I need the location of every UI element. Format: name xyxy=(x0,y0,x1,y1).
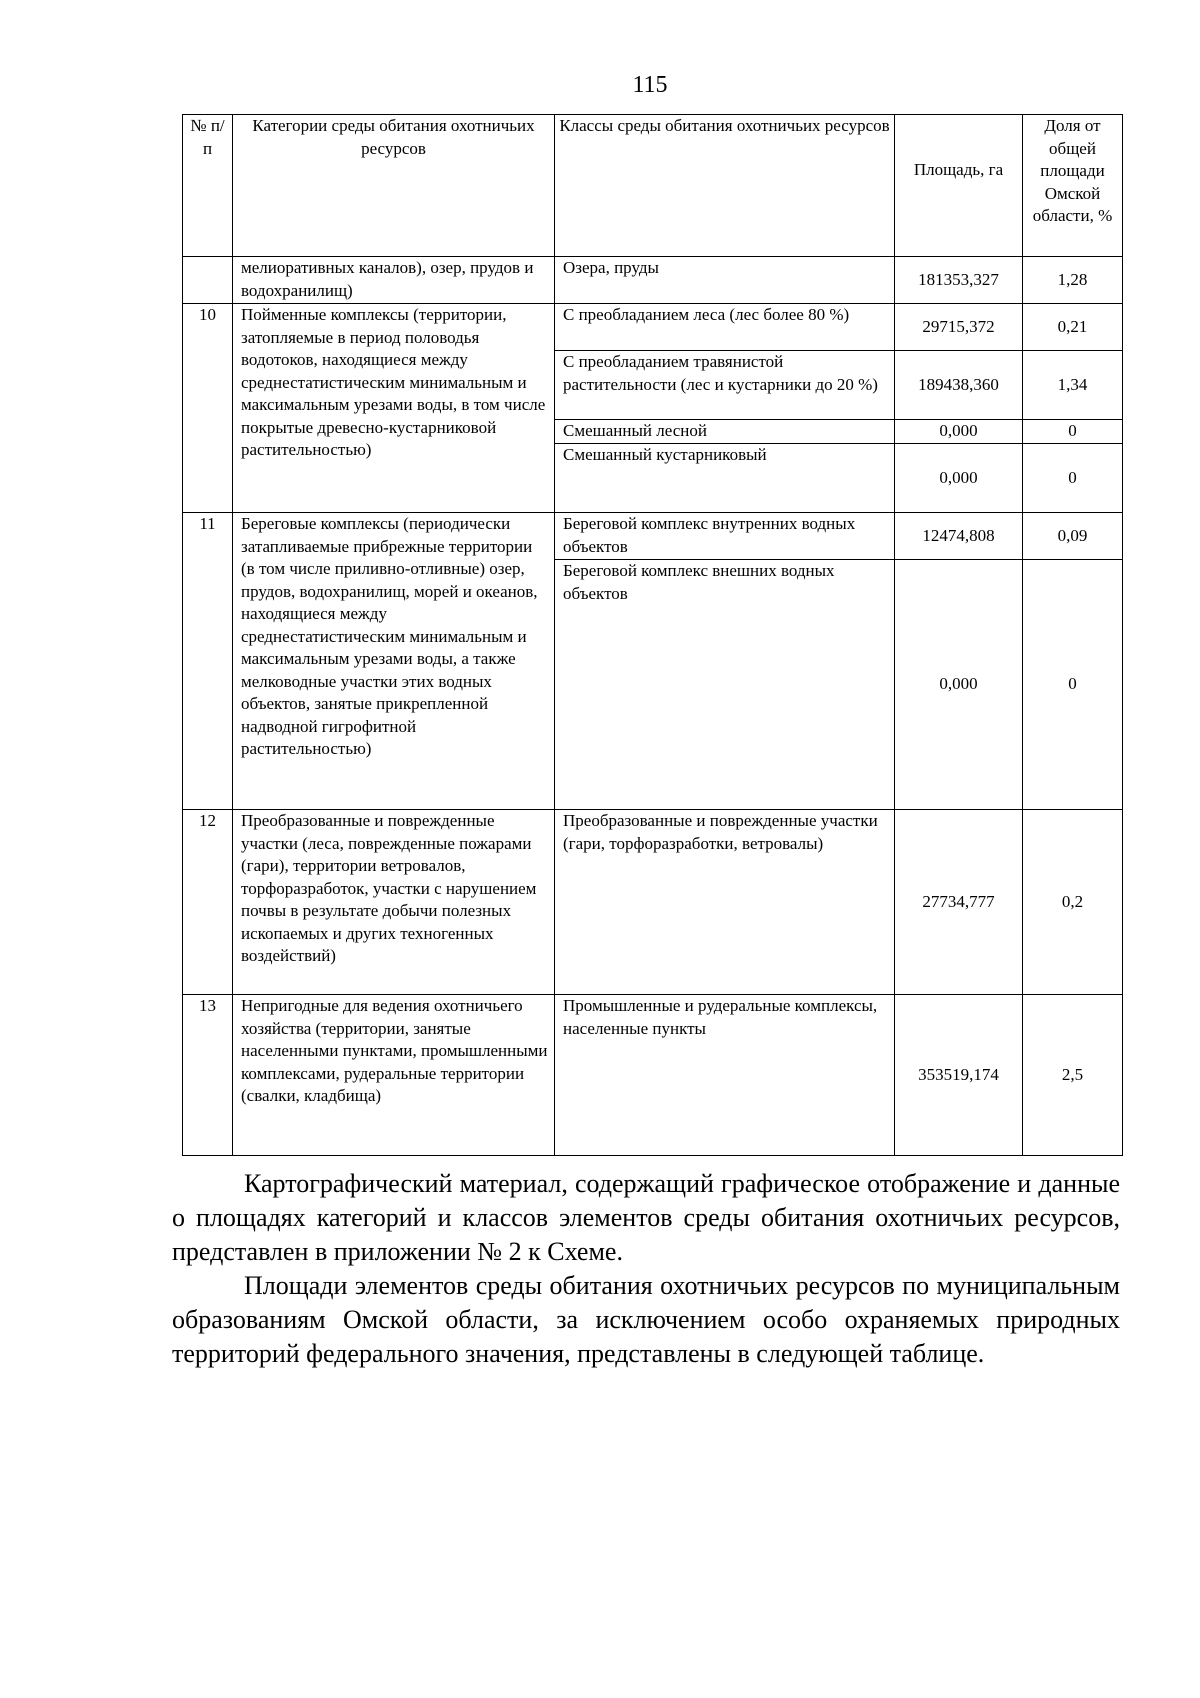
area-cell: 12474,808 xyxy=(895,513,1023,560)
table-row xyxy=(183,513,1123,560)
category-cell: Преобразованные и поврежденные участки (леса, поврежденные пожарами (гари), территории ветровалов, торфоразработок, участки с нарушением почвы в результате добычи полезных ископаемых и других техногенных воздействий) xyxy=(233,810,555,995)
paragraph-cartographic-text: Картографический материал, содержащий графическое отображение и данные о площадях категорий и классов элементов среды обитания охотничьих ресурсов, представлен в приложении № 2 к Схеме. xyxy=(172,1169,1120,1266)
row-num-cell xyxy=(183,257,233,304)
category-cell: Пойменные комплексы (территории, затопляемые в период половодья водотоков, находящиеся между среднестатистическим минимальным и максимальным урезами воды, в том числе покрытые древесно-кустарниковой растительностью) xyxy=(233,304,555,513)
share-cell: 0,09 xyxy=(1023,513,1123,560)
area-cell: 0,000 xyxy=(895,560,1023,810)
class-cell: Озера, пруды xyxy=(555,257,895,304)
class-cell: С преобладанием травянистой растительности (лес и кустарники до 20 %) xyxy=(555,351,895,420)
paragraph-areas xyxy=(172,1269,1120,1371)
class-cell: Смешанный лесной xyxy=(555,420,895,444)
table-row xyxy=(183,810,1123,995)
row-num-cell: 10 xyxy=(183,304,233,513)
class-cell: Береговой комплекс внутренних водных объектов xyxy=(555,513,895,560)
class-cell: С преобладанием леса (лес более 80 %) xyxy=(555,304,895,351)
header-class: Классы среды обитания охотничьих ресурсов xyxy=(555,115,895,257)
table-row xyxy=(183,304,1123,351)
category-cell: Непригодные для ведения охотничьего хозяйства (территории, занятые населенными пунктами, промышленными комплексами, рудеральные территории (свалки, кладбища) xyxy=(233,995,555,1156)
habitat-table xyxy=(182,114,1123,1156)
category-cell: Береговые комплексы (периодически затапливаемые прибрежные территории (в том числе приливно-отливные) озер, прудов, водохранилищ, морей и океанов, находящиеся между среднестатистическим минимальным и максимальным урезами воды, а также мелководные участки этих водных объектов, занятые прикрепленной надводной гигрофитной растительностью) xyxy=(233,513,555,810)
area-cell: 181353,327 xyxy=(895,257,1023,304)
area-cell: 27734,777 xyxy=(895,810,1023,995)
class-cell: Преобразованные и поврежденные участки (гари, торфоразработки, ветровалы) xyxy=(555,810,895,995)
share-cell: 2,5 xyxy=(1023,995,1123,1156)
row-num-cell: 13 xyxy=(183,995,233,1156)
share-cell: 0 xyxy=(1023,560,1123,810)
area-cell: 29715,372 xyxy=(895,304,1023,351)
header-num: № п/п xyxy=(183,115,233,257)
table-header-row xyxy=(183,115,1123,257)
paragraph-areas-text: Площади элементов среды обитания охотничьих ресурсов по муниципальным образованиям Омской области, за исключением особо охраняемых природных территорий федерального значения, представлены в следующей таблице. xyxy=(172,1271,1120,1368)
header-share: Доля от общей площади Омской области, % xyxy=(1023,115,1123,257)
category-cell: мелиоративных каналов), озер, прудов и водохранилищ) xyxy=(233,257,555,304)
area-cell: 353519,174 xyxy=(895,995,1023,1156)
page-number: 115 xyxy=(632,72,668,98)
header-area xyxy=(895,115,1023,257)
share-cell: 1,34 xyxy=(1023,351,1123,420)
class-cell: Смешанный кустарниковый xyxy=(555,444,895,513)
share-cell: 1,28 xyxy=(1023,257,1123,304)
header-category: Категории среды обитания охотничьих ресурсов xyxy=(233,115,555,257)
share-cell: 0,2 xyxy=(1023,810,1123,995)
area-cell: 0,000 xyxy=(895,420,1023,444)
class-cell: Промышленные и рудеральные комплексы, населенные пункты xyxy=(555,995,895,1156)
share-cell: 0 xyxy=(1023,420,1123,444)
row-num-cell: 11 xyxy=(183,513,233,810)
area-cell: 0,000 xyxy=(895,444,1023,513)
header-area-text: Площадь, га xyxy=(913,160,1004,179)
share-cell: 0,21 xyxy=(1023,304,1123,351)
area-cell: 189438,360 xyxy=(895,351,1023,420)
row-num-cell: 12 xyxy=(183,810,233,995)
paragraph-cartographic xyxy=(172,1167,1120,1269)
share-cell: 0 xyxy=(1023,444,1123,513)
table-row xyxy=(183,995,1123,1156)
table-row xyxy=(183,257,1123,304)
class-cell: Береговой комплекс внешних водных объектов xyxy=(555,560,895,810)
